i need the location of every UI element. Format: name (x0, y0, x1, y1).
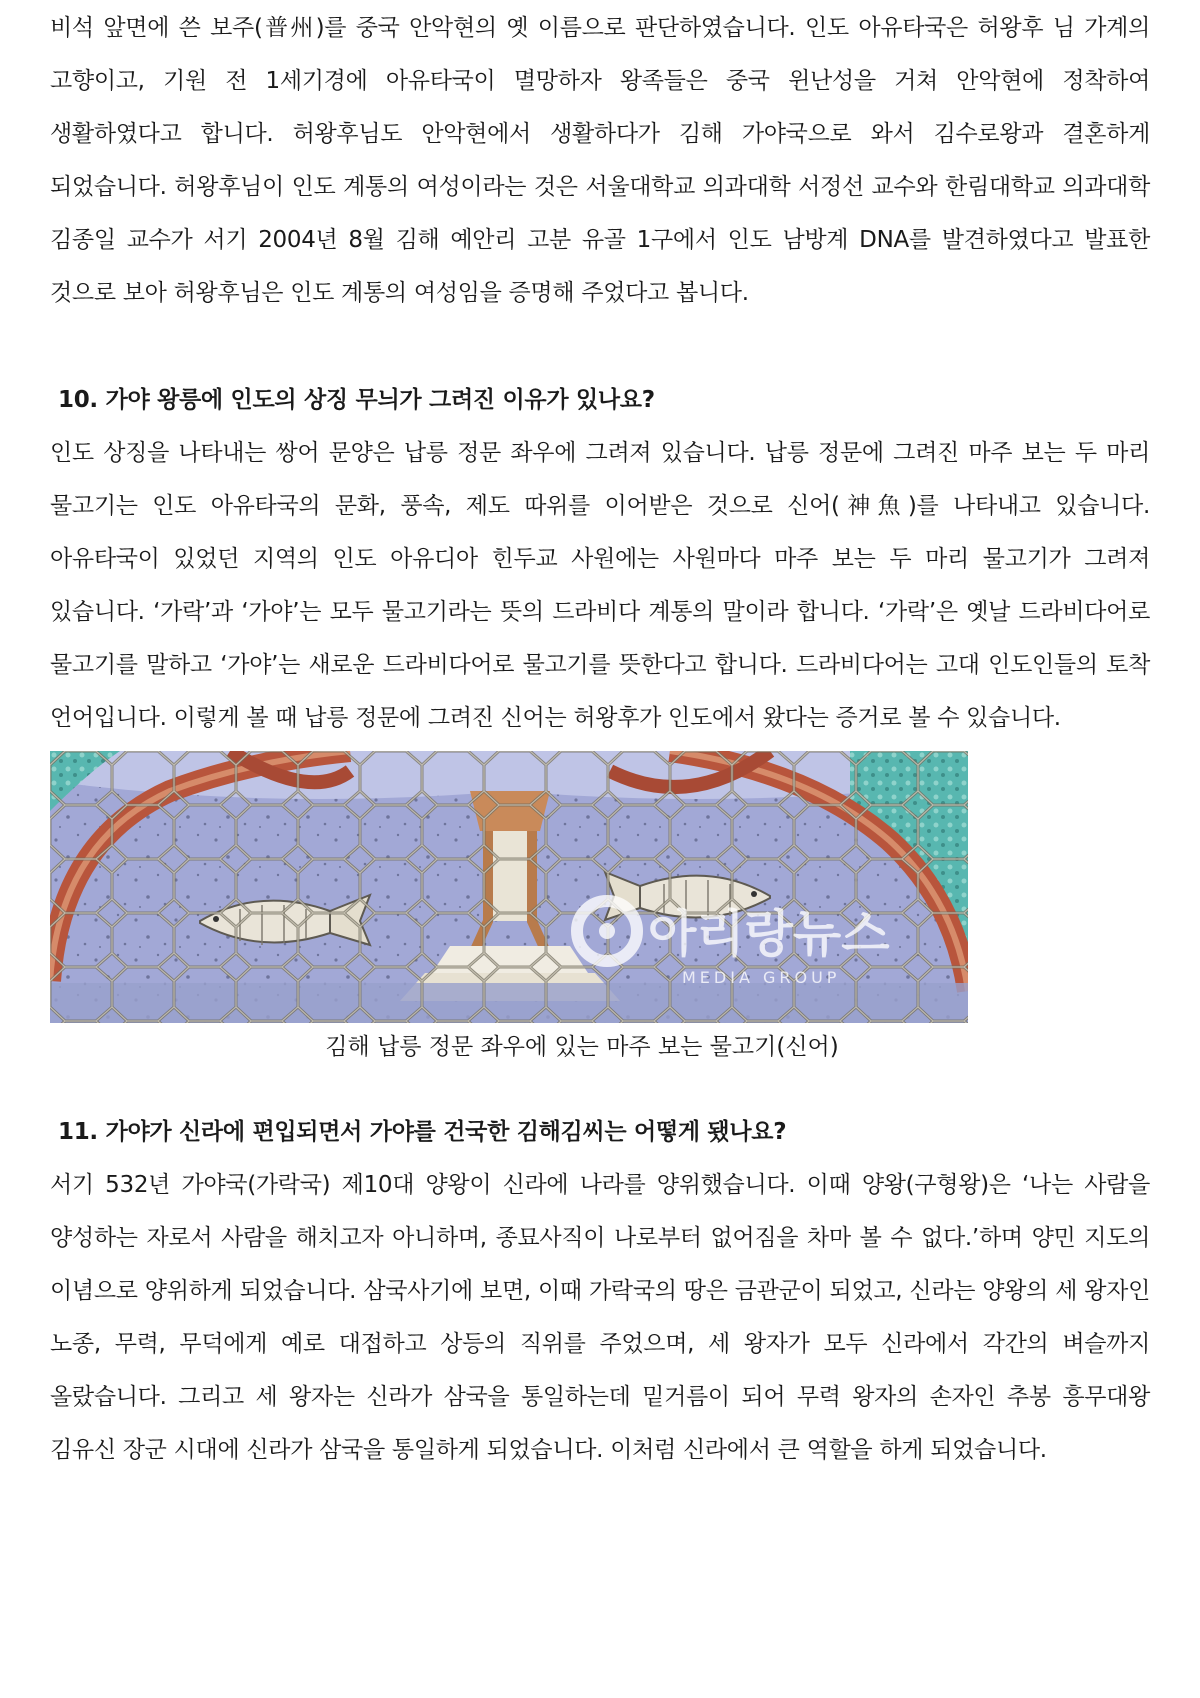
document-page (50, 0, 1150, 1477)
intro-paragraph: 비석 앞면에 쓴 보주(普州)를 중국 안악현의 옛 이름으로 판단하였습니다. 인도 아유타국은 허왕후 님 가계의 고향이고, 기원 전 1세기경에 아유타국이 멸망하자 왕족들은 중국 윈난성을 거쳐 안악현에 정착하여 생활하였다고 합니다. 허왕후님도 안악현에서 생활하다가 김해 가야국으로 와서 김수로왕과 결혼하게 되었습니다. 허왕후님이 인도 계통의 여성이라는 것은 서울대학교 의과대학 서정선 교수와 한림대학교 의과대학 김종일 교수가 서기 2004년 8월 김해 예안리 고분 유골 1구에서 인도 남방계 DNA를 발견하였다고 발표한 것으로 보아 허왕후님은 인도 계통의 여성임을 증명해 주었다고 봅니다. (50, 15, 1150, 306)
fish-mural-figure (50, 751, 968, 1064)
section-10-heading: 10. 가야 왕릉에 인도의 상징 무늬가 그려진 이유가 있나요? (58, 387, 655, 413)
section-11-paragraph: 서기 532년 가야국(가락국) 제10대 양왕이 신라에 나라를 양위했습니다. 이때 양왕(구형왕)은 ‘나는 사람을 양성하는 자로서 사람을 해치고자 아니하며, 종묘사직이 나로부터 없어짐을 차마 볼 수 없다.’하며 양민 지도의 이념으로 양위하게 되었습니다. 삼국사기에 보면, 이때 가락국의 땅은 금관군이 되었고, 신라는 양왕의 세 왕자인 노종, 무력, 무덕에게 예로 대접하고 상등의 직위를 주었으며, 세 왕자가 모두 신라에서 각간의 벼슬까지 올랐습니다. 그리고 세 왕자는 신라가 삼국을 통일하는데 밑거름이 되어 무력 왕자의 손자인 추봉 흥무대왕 김유신 장군 시대에 신라가 삼국을 통일하게 되었습니다. 이처럼 신라에서 큰 역할을 하게 되었습니다. (50, 1172, 1150, 1463)
watermark-subtext: MEDIA GROUP (682, 968, 841, 987)
watermark-text: 아리랑뉴스 (648, 905, 890, 963)
fish-mural-photo (50, 751, 968, 1023)
section-10-paragraph: 인도 상징을 나타내는 쌍어 문양은 납릉 정문 좌우에 그려져 있습니다. 납릉 정문에 그려진 마주 보는 두 마리 물고기는 인도 아유타국의 문화, 풍속, 제도 따위를 이어받은 것으로 신어(神魚)를 나타내고 있습니다. 아유타국이 있었던 지역의 인도 아유디아 힌두교 사원에는 사원마다 마주 보는 두 마리 물고기가 그려져 있습니다. ‘가락’과 ‘가야’는 모두 물고기라는 뜻의 드라비다 계통의 말이라 합니다. ‘가락’은 옛날 드라비다어로 물고기를 말하고 ‘가야’는 새로운 드라비다어로 물고기를 뜻한다고 합니다. 드라비다어는 고대 인도인들의 토착 언어입니다. 이렇게 볼 때 납릉 정문에 그려진 신어는 허왕후가 인도에서 왔다는 증거로 볼 수 있습니다. (50, 440, 1150, 731)
figure-caption: 김해 납릉 정문 좌우에 있는 마주 보는 물고기(신어) (325, 1034, 839, 1060)
section-11-heading: 11. 가야가 신라에 편입되면서 가야를 건국한 김해김씨는 어떻게 됐나요? (58, 1119, 787, 1145)
